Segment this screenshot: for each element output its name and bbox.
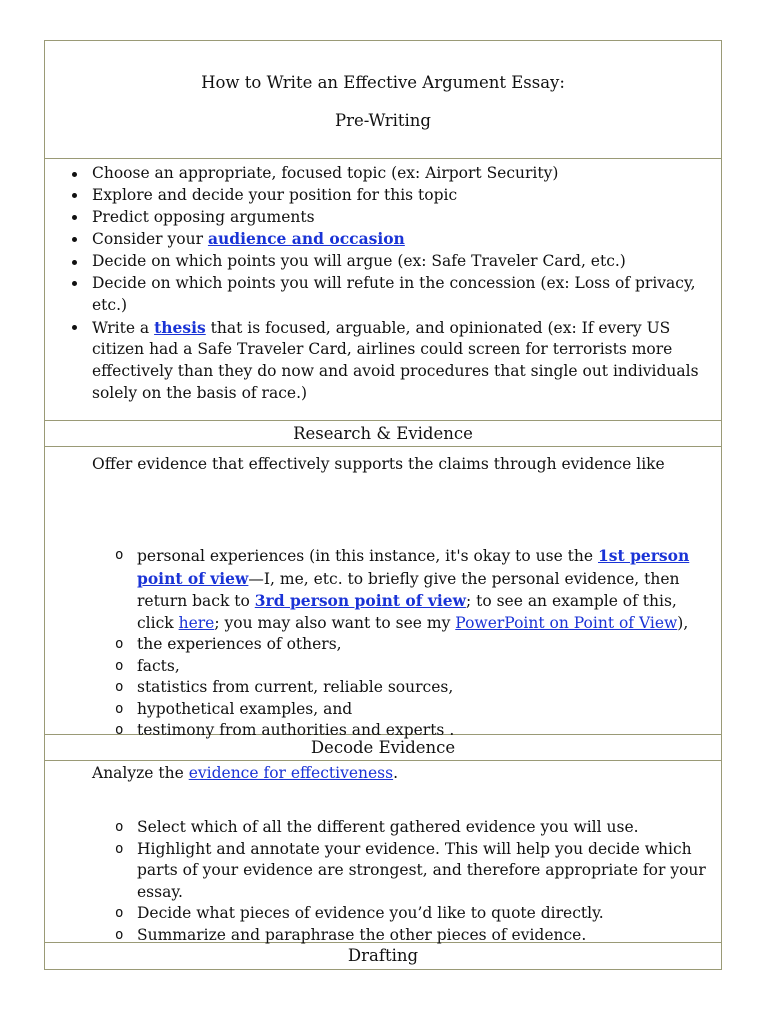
list-item: o hypothetical examples, and <box>115 699 713 721</box>
list-item <box>69 228 711 251</box>
page-subtitle: Pre-Writing <box>335 111 431 130</box>
decode-intro-prefix: Analyze the <box>92 764 189 782</box>
list-item: o Select which of all the different gathered evidence you will use. <box>115 817 713 839</box>
personal-mid2: ; to see an example of this, click <box>137 592 677 632</box>
decode-intro <box>92 763 711 784</box>
list-item: o Highlight and annotate your evidence. This will help you decide which parts of your evidence are strongest, and therefore appropriate for your essay. <box>115 839 713 904</box>
list-item: Explore and decide your position for this topic <box>69 185 711 207</box>
thesis-link[interactable]: thesis <box>154 317 206 337</box>
powerpoint-link[interactable]: PowerPoint on Point of View <box>455 613 678 632</box>
research-title-row <box>45 421 721 447</box>
decode-intro-suffix: . <box>393 764 399 782</box>
drafting-row <box>45 943 721 971</box>
prewriting-section <box>45 159 721 421</box>
list-item: Choose an appropriate, focused topic (ex: Airport Security) <box>69 163 711 185</box>
list-item: o the experiences of others, <box>115 634 713 656</box>
thesis-suffix: that is focused, arguable, and opinionated (ex: If every US citizen had a Safe Traveler Card, airlines could screen for terrorists more effectively than they do now and avoid procedures that single out individuals solely on the basis of race.) <box>92 318 699 402</box>
list-item: Decide on which points you will refute in the concession (ex: Loss of privacy, etc.) <box>69 273 711 317</box>
list-item <box>69 317 711 405</box>
consider-prefix: Consider your <box>92 230 208 249</box>
evidence-effectiveness-link[interactable]: evidence for effectiveness <box>188 764 394 782</box>
decode-list <box>115 817 713 946</box>
decode-title-row <box>45 735 721 761</box>
list-item: Decide on which points you will argue (ex: Safe Traveler Card, etc.) <box>69 251 711 273</box>
list-item: o Decide what pieces of evidence you’d like to quote directly. <box>115 903 713 925</box>
research-section <box>45 447 721 739</box>
here-link[interactable]: here <box>178 613 215 632</box>
third-person-link[interactable]: 3rd person point of view <box>254 591 466 610</box>
thesis-prefix: Write a <box>92 318 155 337</box>
decode-title: Decode Evidence <box>310 738 456 757</box>
list-item: o Summarize and paraphrase the other pieces of evidence. <box>115 925 713 947</box>
list-item: Predict opposing arguments <box>69 207 711 229</box>
drafting-title: Drafting <box>347 946 419 965</box>
essay-guide-table <box>44 40 722 970</box>
personal-mid: —I, me, etc. to briefly give the personal evidence, then return back to <box>137 569 680 610</box>
evidence-list <box>115 545 713 742</box>
list-item: o statistics from current, reliable sources, <box>115 677 713 699</box>
header-row <box>45 41 721 159</box>
first-person-link[interactable]: 1st person point of view <box>137 546 690 588</box>
research-intro: Offer evidence that effectively supports the claims through evidence like <box>92 455 665 473</box>
personal-prefix: personal experiences (in this instance, it's okay to use the <box>137 547 598 565</box>
personal-suffix: ), <box>677 613 689 632</box>
prewriting-list <box>69 163 711 405</box>
list-item <box>115 545 713 634</box>
list-item: o facts, <box>115 656 713 678</box>
personal-mid3: ; you may also want to see my <box>214 613 456 632</box>
research-title: Research & Evidence <box>293 424 473 443</box>
list-item: o testimony from authorities and experts . <box>115 720 713 742</box>
audience-occasion-link[interactable]: audience and occasion <box>207 229 405 249</box>
decode-section <box>45 761 721 943</box>
page-title: How to Write an Effective Argument Essay: <box>201 73 565 92</box>
